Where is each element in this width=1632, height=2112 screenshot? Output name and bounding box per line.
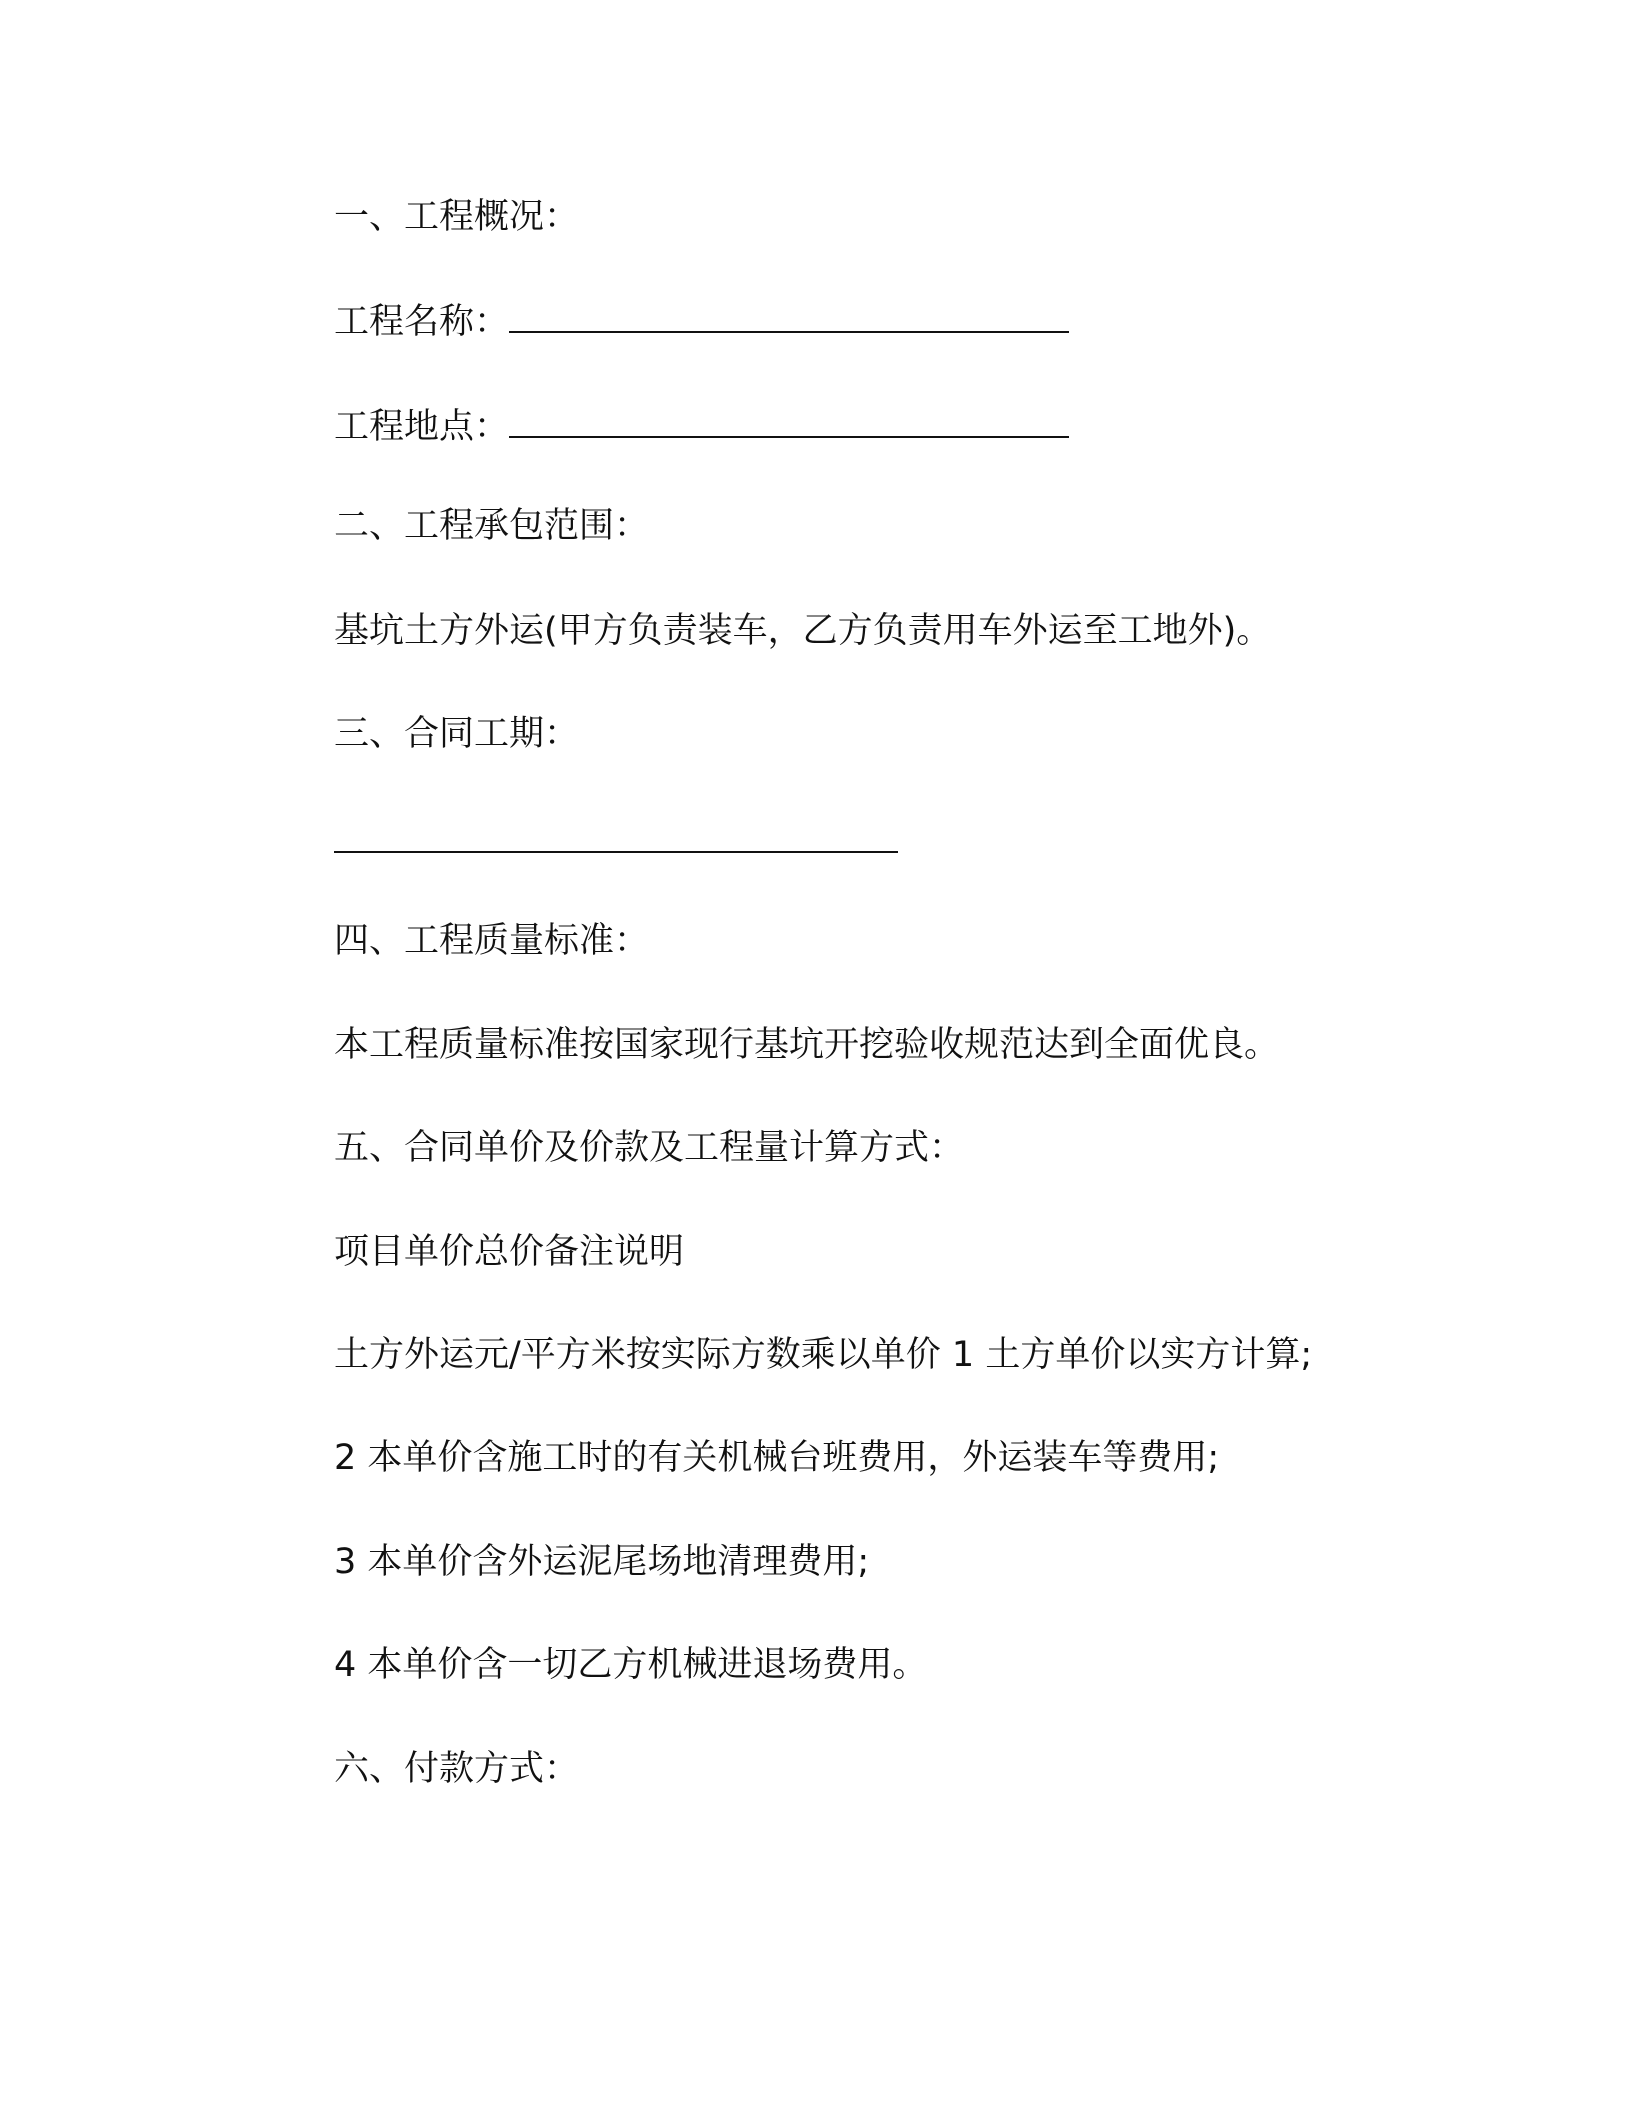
contract-duration-blank[interactable]	[334, 821, 898, 853]
pricing-item-4: 4 本单价含一切乙方机械进退场费用。	[334, 1645, 928, 1685]
quality-paragraph: 本工程质量标准按国家现行基坑开挖验收规范达到全面优良。	[334, 1025, 1280, 1065]
section-heading-payment: 六、付款方式：	[334, 1749, 580, 1789]
section-heading-overview: 一、工程概况：	[334, 197, 580, 237]
section-heading-pricing: 五、合同单价及价款及工程量计算方式：	[334, 1128, 965, 1168]
pricing-table-header: 项目单价总价备注说明	[334, 1232, 685, 1272]
project-name-label: 工程名称：	[334, 302, 510, 342]
section-heading-scope: 二、工程承包范围：	[334, 506, 650, 546]
project-location-row	[334, 403, 1069, 451]
project-location-label: 工程地点：	[334, 407, 510, 447]
project-name-blank[interactable]	[509, 301, 1069, 333]
pricing-item-1: 土方外运元/平方米按实际方数乘以单价 1 土方单价以实方计算;	[334, 1335, 1313, 1375]
section-heading-duration: 三、合同工期：	[334, 714, 580, 754]
pricing-item-2: 2 本单价含施工时的有关机械台班费用，外运装车等费用;	[334, 1438, 1220, 1478]
project-location-blank[interactable]	[509, 406, 1069, 438]
scope-paragraph: 基坑土方外运(甲方负责装车，乙方负责用车外运至工地外)。	[334, 611, 1272, 651]
project-name-row	[334, 298, 1069, 346]
pricing-item-3: 3 本单价含外运泥尾场地清理费用;	[334, 1542, 870, 1582]
contract-duration-row	[334, 818, 898, 866]
section-heading-quality: 四、工程质量标准：	[334, 921, 650, 961]
